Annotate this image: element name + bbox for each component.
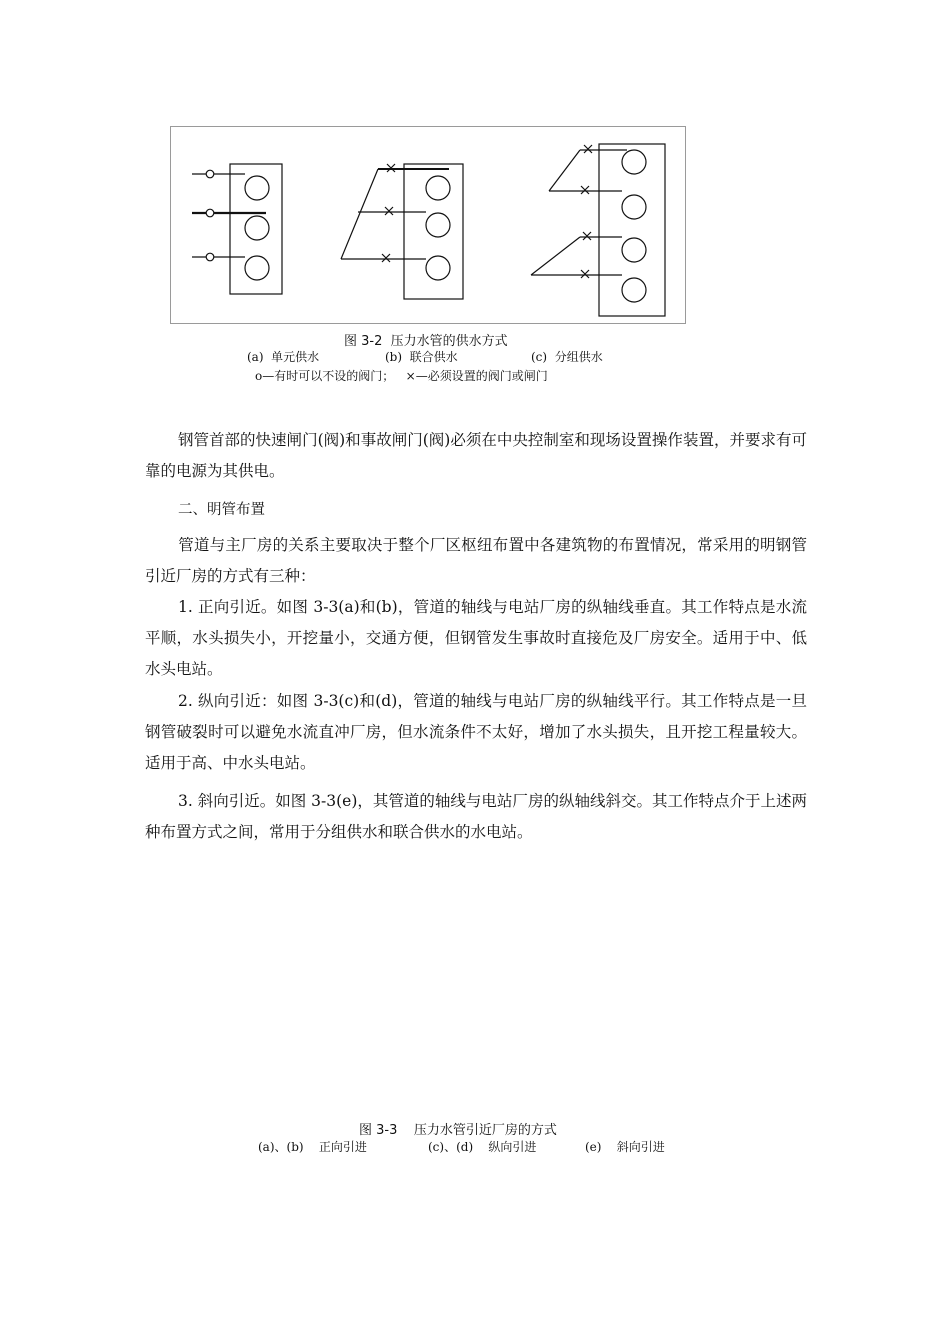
figure-3-2-legend: o—有时可以不设的阀门； ×—必须设置的阀门或闸门 <box>255 369 548 383</box>
water-supply-diagram <box>171 127 687 325</box>
diagram-b-joint-supply <box>341 164 463 299</box>
paragraph-3-text: 1. 正向引近。如图 3-3(a)和(b)，管道的轴线与电站厂房的纵轴线垂直。其工作特点是水流平顺，水头损失小，开挖量小，交通方便，但钢管发生事故时直接危及厂房安全。适用于中、低水头电站。 <box>145 598 807 678</box>
paragraph-1 <box>145 425 807 487</box>
figure-3-3-subtitle-cd: (c)、(d) 纵向引进 <box>428 1140 537 1154</box>
paragraph-4 <box>145 686 807 779</box>
section-heading: 二、明管布置 <box>178 502 265 518</box>
figure-3-3-subtitle-e: (e) 斜向引进 <box>585 1140 665 1154</box>
paragraph-5 <box>145 786 807 848</box>
diagram-a-unit-supply <box>192 164 282 294</box>
diagram-c-group-supply <box>531 144 665 316</box>
paragraph-2-text: 管道与主厂房的关系主要取决于整个厂区枢纽布置中各建筑物的布置情况，常采用的明钢管引近厂房的方式有三种： <box>145 536 807 585</box>
figure-3-3-title: 图 3-3 压力水管引近厂房的方式 <box>359 1123 557 1138</box>
paragraph-3 <box>145 592 807 685</box>
paragraph-1-text: 钢管首部的快速闸门(阀)和事故闸门(阀)必须在中央控制室和现场设置操作装置，并要求有可靠的电源为其供电。 <box>145 431 807 480</box>
figure-3-2-subtitle-b: (b) 联合供水 <box>385 350 458 364</box>
figure-3-2-subtitle-c: (c) 分组供水 <box>531 350 603 364</box>
figure-3-2-diagram <box>170 126 686 324</box>
paragraph-2 <box>145 530 807 592</box>
figure-3-2-subtitle-a: (a) 单元供水 <box>247 350 320 364</box>
paragraph-4-text: 2. 纵向引近：如图 3-3(c)和(d)，管道的轴线与电站厂房的纵轴线平行。其工作特点是一旦钢管破裂时可以避免水流直冲厂房，但水流条件不太好，增加了水头损失，且开挖工程量较大。适用于高、中水头电站。 <box>145 692 807 772</box>
figure-3-2-title: 图 3-2 压力水管的供水方式 <box>344 334 508 349</box>
paragraph-5-text: 3. 斜向引近。如图 3-3(e)，其管道的轴线与电站厂房的纵轴线斜交。其工作特点介于上述两种布置方式之间，常用于分组供水和联合供水的水电站。 <box>145 792 807 841</box>
figure-3-3-subtitle-ab: (a)、(b) 正向引进 <box>258 1140 367 1154</box>
